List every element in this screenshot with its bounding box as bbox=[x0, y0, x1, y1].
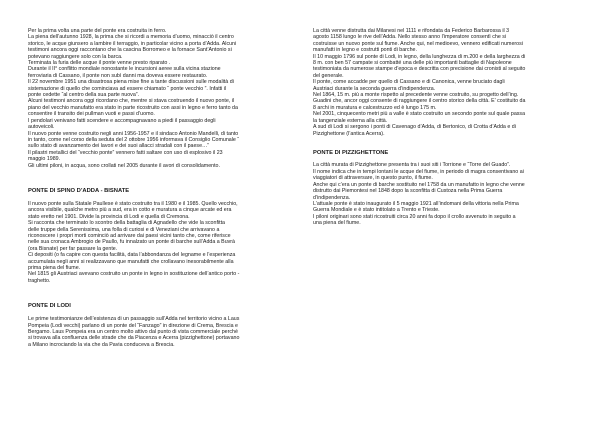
text-line: storico, le acque giunsero a lambire il terraggio, in particolar vicino a porta d’Adda. Alcuni bbox=[28, 40, 237, 47]
section-title-spino: PONTE DI SPINO D’ADDA - BISNATE bbox=[28, 188, 130, 195]
text-line: testimoniata da numerose stampe d’epoca e descritta con precisione dai cronisti al seguito bbox=[313, 66, 526, 73]
text-line: sistemazione di quello che cominciava ad essere chiamato “ ponte vecchio ”. Infatti il bbox=[28, 85, 227, 92]
text-line: Si racconta che terminato lo scontro della battaglia di Agnadello che vide la sconfitta bbox=[28, 220, 225, 227]
text-line: consentire il transito dei pullman vuoti e passi d’uomo. bbox=[28, 111, 155, 118]
text-line: Per la prima volta una parte del ponte era costruita in ferro. bbox=[28, 28, 167, 34]
text-line: ancora visibile, qualche metro più a sud, era in cotto e muratura a cinque arcate ed era bbox=[28, 207, 232, 214]
text-line: traghetto. bbox=[28, 277, 51, 284]
text-line: Le prime testimonianze dell’esistenza di un passaggio sull’Adda nel territorio vicino a Laus bbox=[28, 316, 240, 323]
text-line: maggio 1989. bbox=[28, 156, 61, 163]
pizzighettone-paragraph bbox=[313, 162, 575, 226]
text-line: stato eretto nel 1901. Divide la provincia di Lodi e quella di Cremona. bbox=[28, 213, 190, 220]
text-line: Gli ultimi piloni, in acqua, sono crollati nel 2005 durante il avori di consolidamento. bbox=[28, 162, 220, 169]
left-intro-paragraph bbox=[28, 28, 290, 169]
text-line: ponte cedette “al centro della sua parte nuova”. bbox=[28, 92, 140, 99]
text-line: Guadini che, ancor oggi consente di raggiungere il centro storico della città. E’ costituito da bbox=[313, 98, 526, 105]
text-line: autoveicoli. bbox=[28, 124, 55, 131]
text-line: Pompeia (Lodi vecchi) parlano di un ponte del “Fanzago” in direzione di Crema, Brescia e bbox=[28, 322, 238, 329]
text-line: potevano raggiungere solo con la barca. bbox=[28, 53, 123, 60]
text-line: Ci depositi (o fa capire con questa facilità, data l’abbondanza del legname e l’esperienza bbox=[28, 252, 236, 259]
text-line: la tangenziale esterna alla città. bbox=[313, 117, 388, 124]
text-line: L’attuale ponte è stato inaugurato il 5 maggio 1921 all’indomani della vittoria nella Prima bbox=[313, 200, 519, 207]
text-line: in tanto, come nel corso della seduta del 2 ottobre 1956 informava il Consiglio Comunale “ bbox=[28, 136, 240, 143]
lodi-paragraph bbox=[28, 316, 290, 348]
text-line: Durante il II° conflitto mondiale nonostante le incursioni aeree sulla vicina stazione bbox=[28, 66, 221, 73]
text-line: costruisse un nuovo ponte sul fiume. Anche qui, nel medioevo, vennero edificati numerosi bbox=[313, 40, 523, 47]
text-line: Il 22 novembre 1951 una disastrosa piena mise fine a tante discussioni sulle modalità di bbox=[28, 79, 234, 86]
text-line: prima piena del fiume. bbox=[28, 264, 81, 271]
section-title-pizzighettone: PONTE DI PIZZIGHETTONE bbox=[313, 149, 389, 156]
spino-paragraph bbox=[28, 201, 290, 284]
text-line: distrutto dai Piemontesi nel 1848 dopo la sconfitta di Custoza nella Prima Guerra bbox=[313, 188, 503, 195]
right-intro-paragraph bbox=[313, 28, 575, 137]
text-line: piano del vecchio manufatto era stato in parte ricostruito con assi in legno e ferro tanto da bbox=[28, 104, 238, 111]
text-line: Pizzighettone (l’antica Acerra). bbox=[313, 130, 385, 137]
text-line: delle truppe della Serenissima, una folla di curiosi e di Veneziani che arrivavano a bbox=[28, 226, 220, 233]
text-line: testimoni ancora oggi raccontano che la cascina Borromeo e la fornace Sant’Antonio si bbox=[28, 47, 232, 54]
text-line: Bergamo. Laus Pompeia era un centro molto attivo dal punto di vista commerciale perché bbox=[28, 328, 238, 335]
text-line: I pendolari venivano fatti scendere e accompagnavano a piedi il passaggio degli bbox=[28, 117, 216, 124]
text-line: 8 m. con ben 57 campate si combatté una delle più importanti battaglie di Napoleone bbox=[313, 60, 512, 67]
text-line: Il nuovo ponte venne costruito negli anni 1956-1957 e il sindaco Antonio Mandelli, di tanto bbox=[28, 130, 239, 137]
left-column bbox=[28, 28, 290, 348]
text-line: Nel 1815 gli Austriaci avevano costruito un ponte in legno in sostituzione dell’antico porto - bbox=[28, 271, 240, 278]
text-line: Il nuovo ponte sulla Statale Paullese è stato costruito tra il 1980 e il 1985. Quello vecchio, bbox=[28, 200, 238, 207]
text-line: Il 10 maggio 1796 sul ponte di Lodi, in legno, della lunghezza di m.200 e della larghezza di bbox=[313, 53, 526, 60]
text-line: Alcuni testimoni ancora oggi ricordano che, mentre si stava costruendo il nuovo ponte, il bbox=[28, 98, 235, 105]
text-line: nelle sua cronaca Ambrogio de Paullo, fu innalzato un ponte di barche sull’Adda a Buvrà bbox=[28, 239, 236, 246]
text-line: del generale. bbox=[313, 72, 344, 79]
text-line: Anche qui c’era un ponte di barche sostituito nel 1758 da un manufatto in legno che venne bbox=[313, 181, 525, 188]
text-line: viaggiatori di attraversare, in questo punto, il fiume. bbox=[313, 175, 433, 182]
text-line: 8 archi in muratura e calcestruzzo ed è lungo 175 m. bbox=[313, 104, 437, 111]
text-line: d’indipendenza. bbox=[313, 194, 351, 201]
text-line: si trovava alla confluenza delle strade che da Piacenza e Acerra (pizzighettone) portavano bbox=[28, 335, 240, 342]
text-line: A sud di Lodi si sergono i ponti di Cavenago d’Adda, di Bertonico, di Crotta d’Adda e di bbox=[313, 124, 516, 131]
text-line: ferroviaria di Cassano, il ponte non subì danni ma doveva essere restaurato. bbox=[28, 72, 208, 79]
text-line: accumulata negli anni si realizzavano que manufatti che crollavano inesorabilmente alla bbox=[28, 258, 234, 265]
text-line: sullo stato di avanzamento dei lavori e dei suoi allacci stradali con il paese…” bbox=[28, 143, 210, 150]
text-line: a Milano incrociando la via che da Pavia conduceva a Brescia. bbox=[28, 341, 175, 348]
text-line: La città murata di Pizzighettone presenta tra i suoi siti i Torrione e “Torre del Guado”. bbox=[313, 162, 511, 169]
text-line: (ora Bisnate) per far passare la gente. bbox=[28, 245, 118, 252]
text-line: Il ponte, come accadde per quello di Cassano e di Canonica, venne bruciato dagli bbox=[313, 79, 505, 86]
text-line: una piena del fiume. bbox=[313, 220, 361, 227]
text-line: La città venne distrutta dai Milanesi nel 1111 e rifondata da Federico Barbarossa il 3 bbox=[313, 28, 510, 34]
text-line: Il nome indica che in tempi lontani le acque del fiume, in periodo di magra consentivano ai bbox=[313, 168, 524, 175]
text-line: agosto 1158 lungo le rive dell’Adda. Nello stesso anno l’imperatore consentì che si bbox=[313, 34, 507, 41]
text-line: Guerra Mondiale e è stato intitolato a Trento e Trieste. bbox=[313, 207, 440, 214]
text-line: La piena dell’autunno 1928, la prima che si ricordi a memoria d’uomo, minacciò il centro bbox=[28, 34, 234, 41]
text-line: I piloni originari sono stati ricostruiti circa 20 anni fa dopo il crollo avvenuto in seguito a bbox=[313, 213, 516, 220]
text-line: Terminata la furia delle acque il ponte venne presto riparato . bbox=[28, 60, 171, 67]
text-line: Nel 2001, cinquecento metri più a valle è stato costruito un secondo ponte sul quale passa bbox=[313, 111, 526, 118]
text-line: manufatti in legno e costrutti ponti di barche. bbox=[313, 47, 417, 54]
right-column bbox=[313, 28, 575, 227]
text-line: Il pilastri metallici del “vecchio ponte” vennero fatti saltare con uso di esplosivo il 23 bbox=[28, 149, 223, 156]
section-title-lodi: PONTE DI LODI bbox=[28, 303, 71, 310]
text-line: riconoscere i propri morti cominciò ad arrivare dai paesi vicini tanto che, come riferisce bbox=[28, 232, 231, 239]
text-line: Austriaci durante la seconda guerra d’indipendenza. bbox=[313, 85, 436, 92]
text-line: Nel 1864, 15 m. più a monte rispetto al precedente venne costruito, su progetto dell’ing. bbox=[313, 92, 519, 99]
